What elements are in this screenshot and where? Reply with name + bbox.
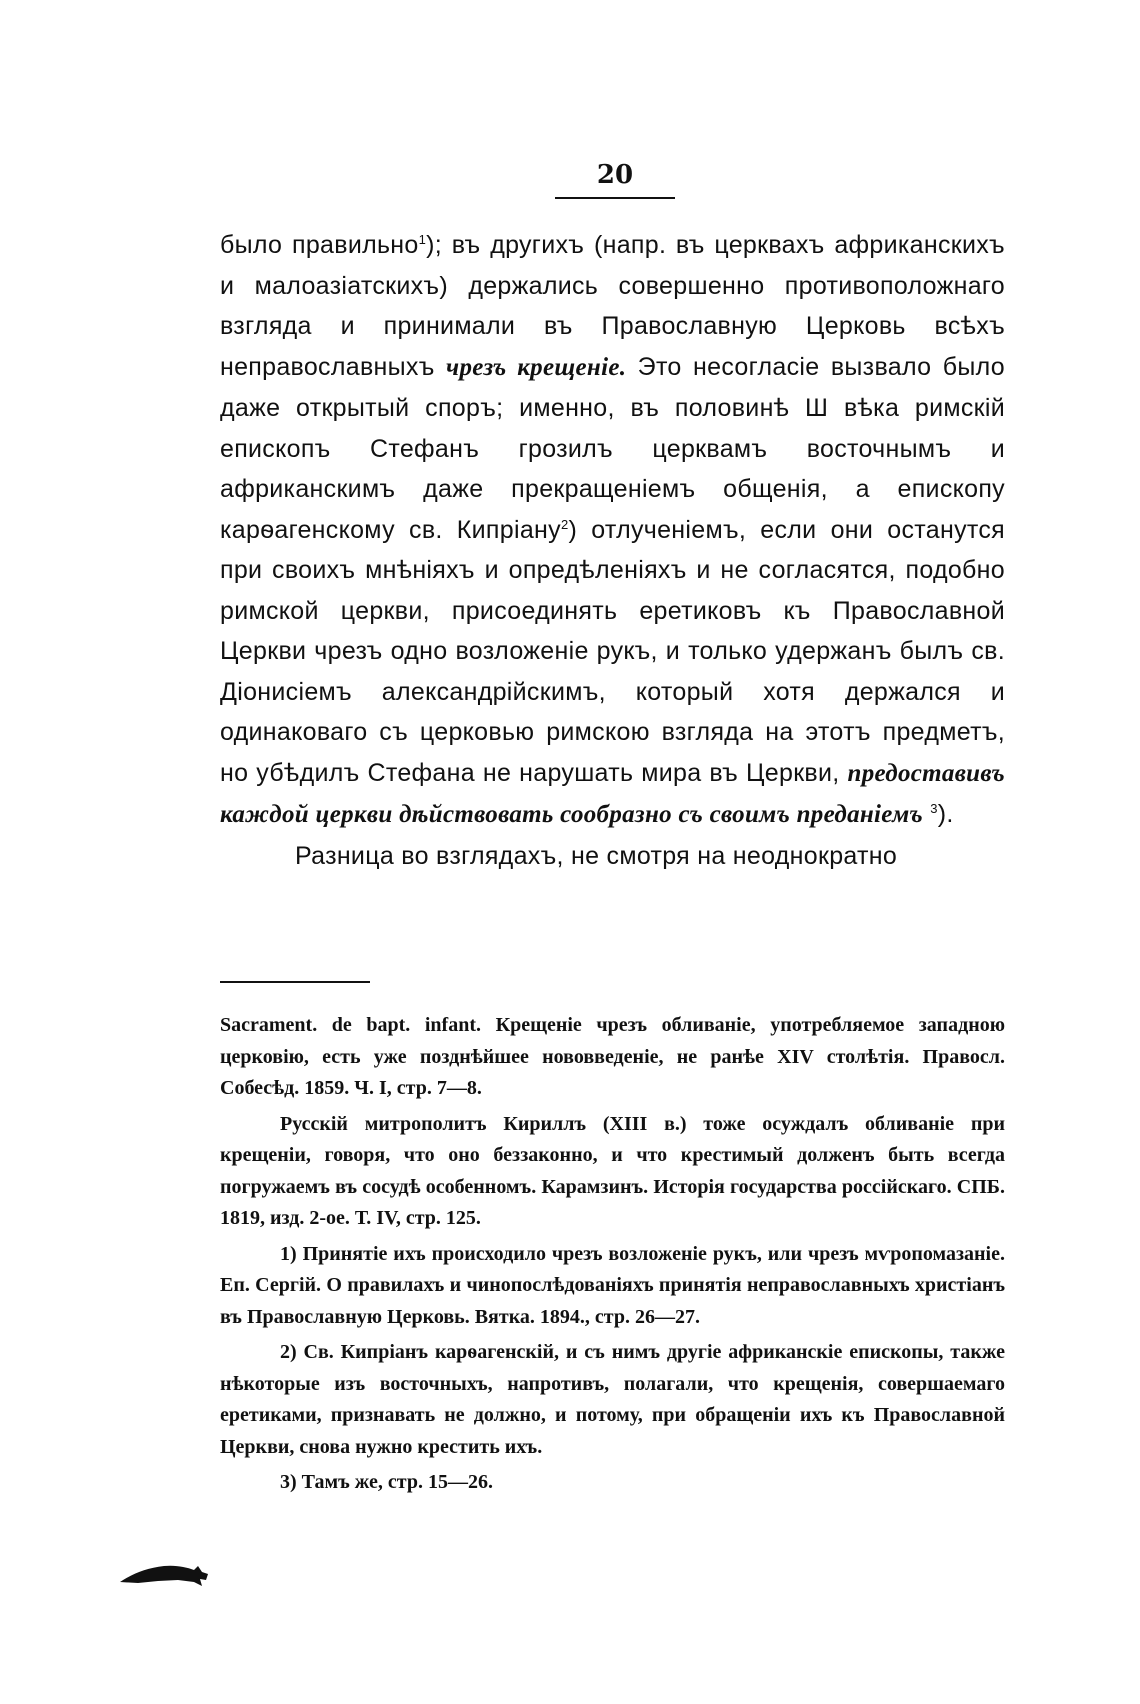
emphasis-text: чрезъ крещеніе.: [446, 353, 627, 381]
text-segment: ); въ другихъ (напр. въ церквахъ африканскихъ и малоазіатскихъ) держались совершенно противоположнаго взгляда и принимали въ Православную Церковь всѣхъ неправославныхъ: [220, 231, 1005, 381]
paragraph-1: [220, 225, 1005, 836]
text-segment: ).: [937, 800, 954, 828]
page-number: 20: [596, 160, 634, 190]
footnote-continuation-2: Русскій митрополитъ Кириллъ (XIII в.) тоже осуждалъ обливаніе при крещеніи, говоря, что оно беззаконно, и что крестимый долженъ быть всегда погружаемъ въ сосудѣ особенномъ. Карамзинъ. Исторія государства россійскаго. СПБ. 1819, изд. 2-ое. Т. IV, стр. 125.: [220, 1112, 1005, 1229]
text-segment: ) отлученіемъ, если они останутся при своихъ мнѣніяхъ и опредѣленіяхъ и не согласятся, подобно римской церкви, присоединять еретиковъ къ Православной Церкви чрезъ одно возложеніе рукъ, и только удержанъ былъ св. Діонисіемъ александрійскимъ, который хотя держался и одинаковаго съ церковью римскою взгляда на этотъ предметъ, но убѣдилъ Стефана не нарушать мира въ Церкви,: [220, 515, 1005, 787]
footnotes: [220, 1010, 1005, 1503]
ink-blot-mark: [118, 1560, 210, 1588]
emphasis-text: предоставивъ каждой церкви дѣйствовать сообразно съ своимъ преданіемъ: [220, 759, 1005, 828]
footnote-1: 1) Принятіе ихъ происходило чрезъ возложеніе рукъ, или чрезъ мѵропомазаніе. Еп. Сергій. О правилахъ и чинопослѣдованіяхъ принятія неправославныхъ христіанъ въ Православную Церковь. Вятка. 1894., стр. 26—27.: [220, 1242, 1005, 1328]
footnote-ref-1: 1: [418, 232, 427, 247]
main-text: [220, 225, 1005, 876]
text-segment: Это несогласіе вызвало было даже открытый споръ; именно, въ половинѣ Ш вѣка римскій епископъ Стефанъ грозилъ церквамъ восточнымъ и африканскимъ даже прекращеніемъ общенія, а епископу карѳагенскому св. Кипріану: [220, 352, 1005, 544]
paragraph-2: Разница во взглядахъ, не смотря на неоднократно: [295, 841, 898, 870]
page-number-rule: [555, 197, 675, 199]
footnote-3: 3) Тамъ же, стр. 15—26.: [280, 1471, 493, 1493]
footnote-separator: [220, 981, 370, 983]
footnote-ref-2: 2: [560, 516, 569, 532]
footnote-continuation: Sacrament. de bapt. infant. Крещеніе чрезъ обливаніе, употребляемое западною церковію, есть уже позднѣйшее нововведеніе, не ранѣе XIV столѣтія. Правосл. Собесѣд. 1859. Ч. I, стр. 7—8.: [220, 1014, 1005, 1099]
footnote-2: 2) Св. Кипріанъ карѳагенскій, и съ нимъ другіе африканскіе епископы, также нѣкоторые изъ восточныхъ, напротивъ, полагали, что крещенія, совершаемаго еретиками, признавать не должно, и потому, при обращеніи ихъ къ Православной Церкви, снова нужно крестить ихъ.: [220, 1341, 1005, 1458]
text-segment: было правильно: [220, 231, 419, 259]
footnote-ref-3: 3: [930, 801, 938, 816]
